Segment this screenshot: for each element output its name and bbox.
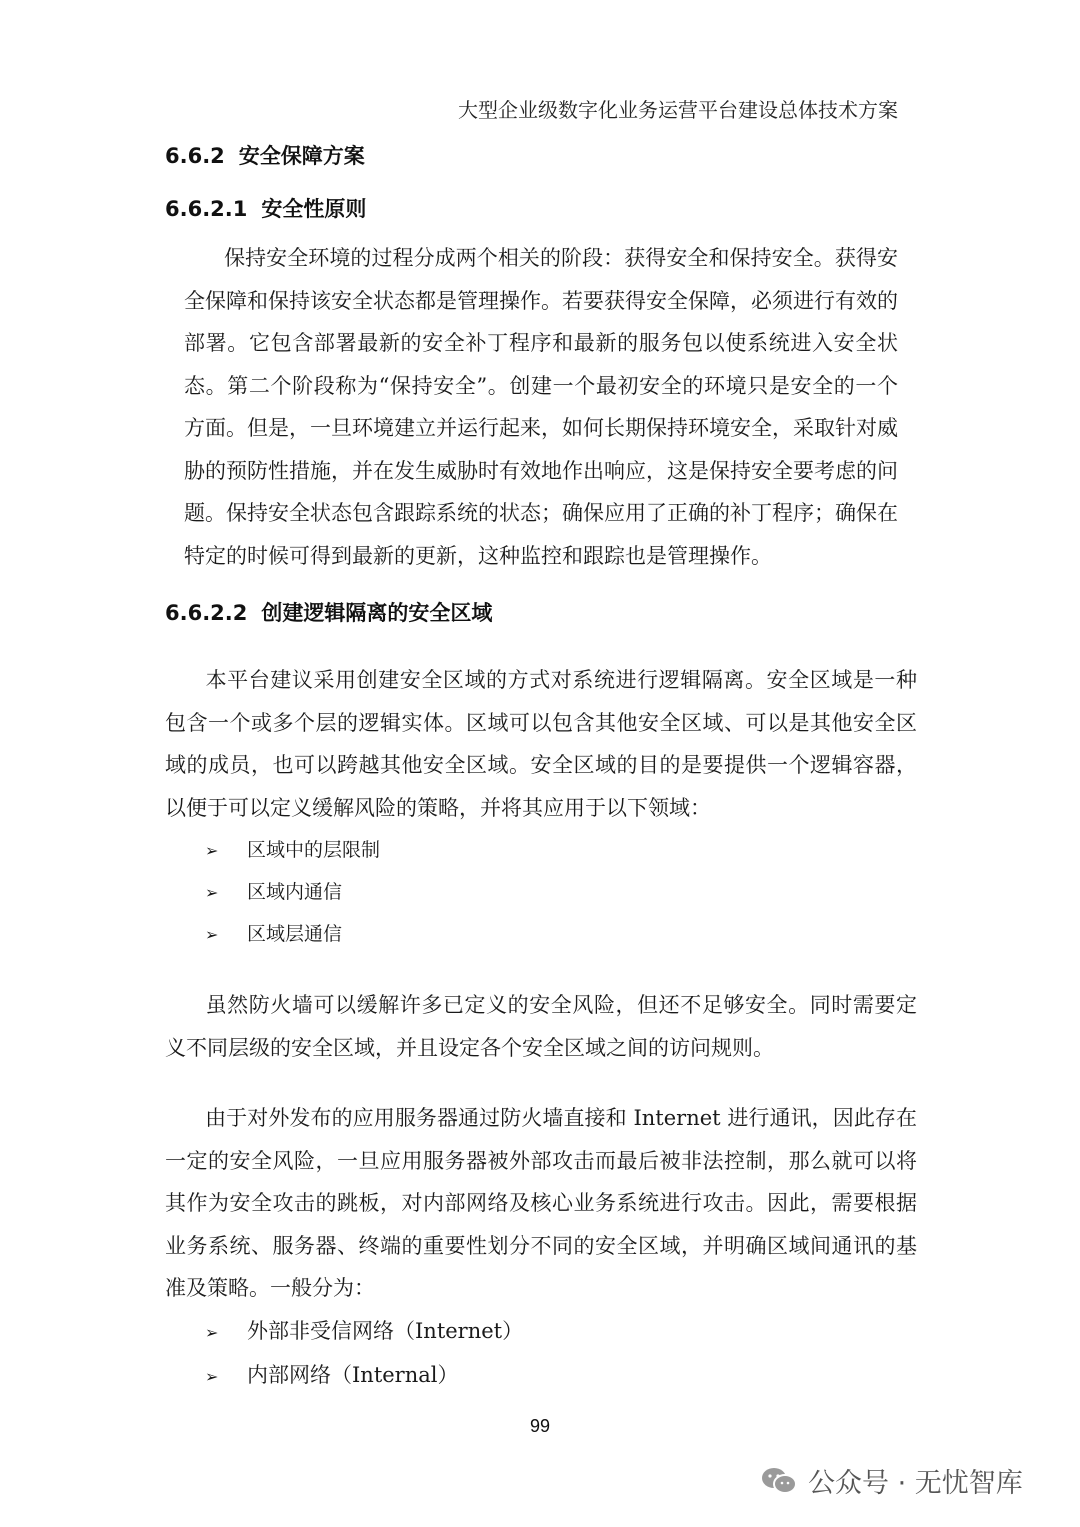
section-number: 6.6.2 <box>165 144 225 168</box>
arrow-bullet-icon: ➢ <box>205 883 219 902</box>
wechat-icon <box>760 1465 798 1497</box>
document-header: 大型企业级数字化业务运营平台建设总体技术方案 <box>458 98 898 122</box>
arrow-bullet-icon: ➢ <box>205 925 219 944</box>
paragraph-security-principles: 保持安全环境的过程分成两个相关的阶段：获得安全和保持安全。获得安全保障和保持该安全状态都是管理操作。若要获得安全保障，必须进行有效的部署。它包含部署最新的安全补丁程序和最新的服务包以使系统进入安全状态。第二个阶段称为“保持安全”。创建一个最初安全的环境只是安全的一个方面。但是，一旦环境建立并运行起来，如何长期保持环境安全，采取针对威胁的预防性措施，并在发生威胁时有效地作出响应，这是保持安全要考虑的问题。保持安全状态包含跟踪系统的状态；确保应用了正确的补丁程序；确保在特定的时候可得到最新的更新，这种监控和跟踪也是管理操作。 <box>184 246 898 568</box>
page-number: 99 <box>529 1416 551 1436</box>
section-title: 创建逻辑隔离的安全区域 <box>261 601 493 625</box>
section-heading-6-6-2 <box>165 140 365 170</box>
section-title: 安全保障方案 <box>238 144 365 168</box>
bullet-list-zone-domains <box>205 829 380 955</box>
paragraph-app-server-risk: 由于对外发布的应用服务器通过防火墙直接和 Internet 进行通讯，因此存在一定的安全风险，一旦应用服务器被外部攻击而最后被非法控制，那么就可以将其作为安全攻击的跳板，对内部网络及核心业务系统进行攻击。因此，需要根据业务系统、服务器、终端的重要性划分不同的安全区域，并明确区域间通讯的基准及策略。一般分为： <box>165 1106 917 1300</box>
section-title: 安全性原则 <box>261 197 367 221</box>
bullet-list-network-types <box>205 1309 523 1397</box>
list-item: ➢ 外部非受信网络（Internet） <box>205 1309 523 1353</box>
section-number: 6.6.2.2 <box>165 601 248 625</box>
arrow-bullet-icon: ➢ <box>205 841 219 860</box>
section-heading-6-6-2-2 <box>165 597 492 627</box>
section-heading-6-6-2-1 <box>165 193 366 223</box>
section-number: 6.6.2.1 <box>165 197 248 221</box>
list-item: ➢ 区域中的层限制 <box>205 829 380 871</box>
list-item: ➢ 内部网络（Internal） <box>205 1353 523 1397</box>
paragraph-firewall: 虽然防火墙可以缓解许多已定义的安全风险，但还不足够安全。同时需要定义不同层级的安全区域，并且设定各个安全区域之间的访问规则。 <box>165 993 917 1060</box>
list-item: ➢ 区域层通信 <box>205 913 380 955</box>
arrow-bullet-icon: ➢ <box>205 1323 219 1342</box>
watermark-text: 公众号 · 无忧智库 <box>808 1468 1023 1499</box>
list-item: ➢ 区域内通信 <box>205 871 380 913</box>
arrow-bullet-icon: ➢ <box>205 1367 219 1386</box>
paragraph-security-zones-intro: 本平台建议采用创建安全区域的方式对系统进行逻辑隔离。安全区域是一种包含一个或多个层的逻辑实体。区域可以包含其他安全区域、可以是其他安全区域的成员，也可以跨越其他安全区域。安全区域的目的是要提供一个逻辑容器，以便于可以定义缓解风险的策略，并将其应用于以下领域： <box>165 668 917 820</box>
watermark <box>760 1461 1023 1500</box>
